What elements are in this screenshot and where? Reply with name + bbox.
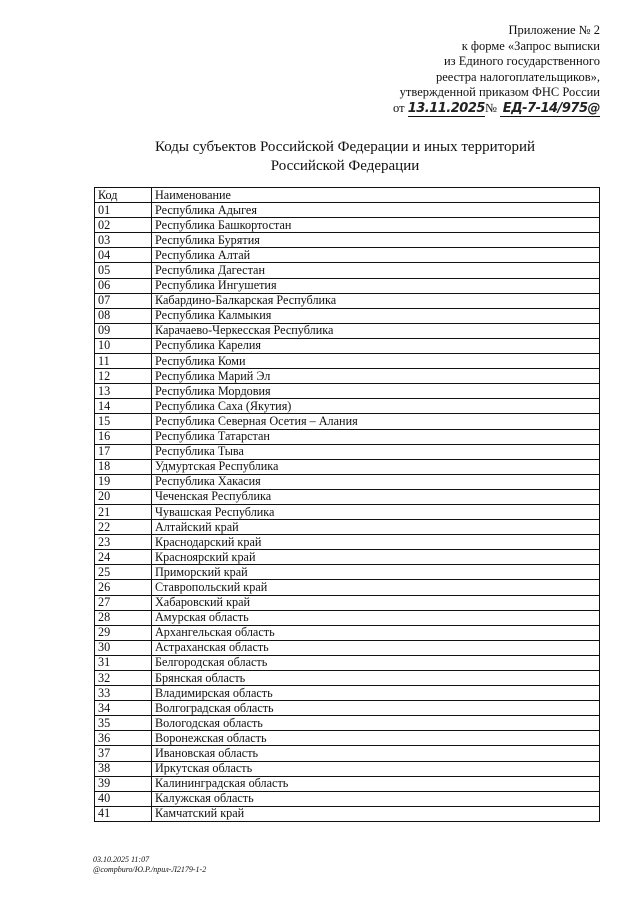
region-code-cell: 17 <box>95 444 152 459</box>
region-code-cell: 06 <box>95 278 152 293</box>
table-row <box>95 791 600 806</box>
region-name-cell: Республика Татарстан <box>152 429 600 444</box>
number-prefix: № <box>484 100 497 115</box>
table-row <box>95 414 600 429</box>
region-name-cell: Иркутская область <box>152 761 600 776</box>
table-row <box>95 504 600 519</box>
title-line-2: Российской Федерации <box>270 158 420 174</box>
region-code-cell: 10 <box>95 338 152 353</box>
table-row <box>95 761 600 776</box>
region-name-cell: Республика Мордовия <box>152 384 600 399</box>
region-code-cell: 28 <box>95 610 152 625</box>
table-row <box>95 233 600 248</box>
region-name-cell: Республика Коми <box>152 354 600 369</box>
region-code-cell: 27 <box>95 595 152 610</box>
document-title <box>0 138 640 176</box>
table-row <box>95 580 600 595</box>
region-name-cell: Республика Хакасия <box>152 474 600 489</box>
table-row <box>95 806 600 821</box>
region-name-cell: Республика Тыва <box>152 444 600 459</box>
region-name-cell: Удмуртская Республика <box>152 459 600 474</box>
table-header-row <box>95 188 600 203</box>
table-row <box>95 354 600 369</box>
appendix-order-line: утвержденной приказом ФНС России <box>399 85 600 99</box>
footer-file-path: @compburo/Ю.Р./прил-Л2179-1-2 <box>93 865 207 874</box>
region-name-cell: Калужская область <box>152 791 600 806</box>
table-row <box>95 429 600 444</box>
region-code-cell: 34 <box>95 701 152 716</box>
footer-stamp <box>93 855 206 875</box>
table-row <box>95 731 600 746</box>
region-name-cell: Республика Северная Осетия – Алания <box>152 414 600 429</box>
table-row <box>95 746 600 761</box>
region-code-cell: 01 <box>95 203 152 218</box>
table-row <box>95 444 600 459</box>
table-row <box>95 776 600 791</box>
region-name-cell: Ивановская область <box>152 746 600 761</box>
table-row <box>95 263 600 278</box>
region-code-cell: 31 <box>95 655 152 670</box>
region-name-cell: Республика Дагестан <box>152 263 600 278</box>
region-code-cell: 26 <box>95 580 152 595</box>
region-name-cell: Республика Бурятия <box>152 233 600 248</box>
region-name-cell: Республика Калмыкия <box>152 308 600 323</box>
order-date-number-line <box>340 101 600 118</box>
region-name-cell: Чеченская Республика <box>152 489 600 504</box>
table-row <box>95 218 600 233</box>
title-line-1: Коды субъектов Российской Федерации и иных территорий <box>154 139 536 155</box>
table-row <box>95 323 600 338</box>
appendix-taxpayers-line: реестра налогоплательщиков», <box>435 69 600 84</box>
region-code-cell: 09 <box>95 323 152 338</box>
region-code-cell: 23 <box>95 535 152 550</box>
region-code-cell: 24 <box>95 550 152 565</box>
region-code-cell: 22 <box>95 520 152 535</box>
region-code-cell: 36 <box>95 731 152 746</box>
table-row <box>95 338 600 353</box>
region-code-cell: 04 <box>95 248 152 263</box>
table-row <box>95 474 600 489</box>
table-row <box>95 716 600 731</box>
table-row <box>95 459 600 474</box>
region-name-cell: Хабаровский край <box>152 595 600 610</box>
region-code-cell: 02 <box>95 218 152 233</box>
region-name-cell: Республика Ингушетия <box>152 278 600 293</box>
region-code-cell: 15 <box>95 414 152 429</box>
region-code-cell: 03 <box>95 233 152 248</box>
region-name-cell: Кабардино-Балкарская Республика <box>152 293 600 308</box>
table-row <box>95 248 600 263</box>
region-name-cell: Красноярский край <box>152 550 600 565</box>
region-name-cell: Республика Саха (Якутия) <box>152 399 600 414</box>
from-prefix: от <box>393 100 405 115</box>
region-name-cell: Калининградская область <box>152 776 600 791</box>
appendix-header <box>340 23 600 117</box>
region-name-cell: Вологодская область <box>152 716 600 731</box>
table-row <box>95 520 600 535</box>
region-name-cell: Алтайский край <box>152 520 600 535</box>
region-name-cell: Амурская область <box>152 610 600 625</box>
table-row <box>95 640 600 655</box>
region-code-cell: 29 <box>95 625 152 640</box>
region-code-cell: 40 <box>95 791 152 806</box>
table-row <box>95 565 600 580</box>
region-code-cell: 21 <box>95 504 152 519</box>
region-name-cell: Камчатский край <box>152 806 600 821</box>
appendix-number: Приложение № 2 <box>508 23 600 37</box>
table-row <box>95 625 600 640</box>
table-row <box>95 686 600 701</box>
region-name-cell: Владимирская область <box>152 686 600 701</box>
table-row <box>95 369 600 384</box>
region-code-cell: 19 <box>95 474 152 489</box>
handwritten-date: 13.11.2025 <box>407 100 485 116</box>
region-code-cell: 12 <box>95 369 152 384</box>
table-row <box>95 489 600 504</box>
table-row <box>95 535 600 550</box>
appendix-register-line: из Единого государственного <box>443 54 600 68</box>
table-row <box>95 550 600 565</box>
column-header-code: Код <box>95 188 152 203</box>
appendix-form-line: к форме «Запрос выписки <box>461 38 600 53</box>
region-name-cell: Чувашская Республика <box>152 504 600 519</box>
region-name-cell: Республика Карелия <box>152 338 600 353</box>
region-code-cell: 32 <box>95 671 152 686</box>
region-name-cell: Воронежская область <box>152 731 600 746</box>
table-row <box>95 278 600 293</box>
region-code-cell: 14 <box>95 399 152 414</box>
region-code-cell: 13 <box>95 384 152 399</box>
region-name-cell: Волгоградская область <box>152 701 600 716</box>
region-code-cell: 30 <box>95 640 152 655</box>
region-name-cell: Приморский край <box>152 565 600 580</box>
region-name-cell: Архангельская область <box>152 625 600 640</box>
region-code-cell: 35 <box>95 716 152 731</box>
region-code-cell: 33 <box>95 686 152 701</box>
region-name-cell: Брянская область <box>152 671 600 686</box>
region-code-cell: 39 <box>95 776 152 791</box>
table-row <box>95 399 600 414</box>
region-code-cell: 08 <box>95 308 152 323</box>
region-code-cell: 11 <box>95 354 152 369</box>
column-header-name: Наименование <box>152 188 600 203</box>
table-row <box>95 308 600 323</box>
region-name-cell: Республика Алтай <box>152 248 600 263</box>
region-name-cell: Краснодарский край <box>152 535 600 550</box>
region-code-cell: 16 <box>95 429 152 444</box>
region-code-cell: 05 <box>95 263 152 278</box>
region-name-cell: Республика Башкортостан <box>152 218 600 233</box>
region-codes-table <box>94 187 600 822</box>
handwritten-order-number: ЕД-7-14/975@ <box>500 101 600 118</box>
region-code-cell: 37 <box>95 746 152 761</box>
region-code-cell: 41 <box>95 806 152 821</box>
region-code-cell: 20 <box>95 489 152 504</box>
table-row <box>95 384 600 399</box>
region-name-cell: Ставропольский край <box>152 580 600 595</box>
table-row <box>95 595 600 610</box>
table-row <box>95 293 600 308</box>
table-row <box>95 655 600 670</box>
region-code-cell: 38 <box>95 761 152 776</box>
region-name-cell: Республика Марий Эл <box>152 369 600 384</box>
region-code-cell: 18 <box>95 459 152 474</box>
table-row <box>95 203 600 218</box>
table-row <box>95 701 600 716</box>
table-body <box>95 203 600 822</box>
table-row <box>95 610 600 625</box>
region-code-cell: 07 <box>95 293 152 308</box>
region-name-cell: Республика Адыгея <box>152 203 600 218</box>
table-row <box>95 671 600 686</box>
region-name-cell: Астраханская область <box>152 640 600 655</box>
region-name-cell: Белгородская область <box>152 655 600 670</box>
region-code-cell: 25 <box>95 565 152 580</box>
region-name-cell: Карачаево-Черкесская Республика <box>152 323 600 338</box>
footer-timestamp: 03.10.2025 11:07 <box>93 855 150 864</box>
